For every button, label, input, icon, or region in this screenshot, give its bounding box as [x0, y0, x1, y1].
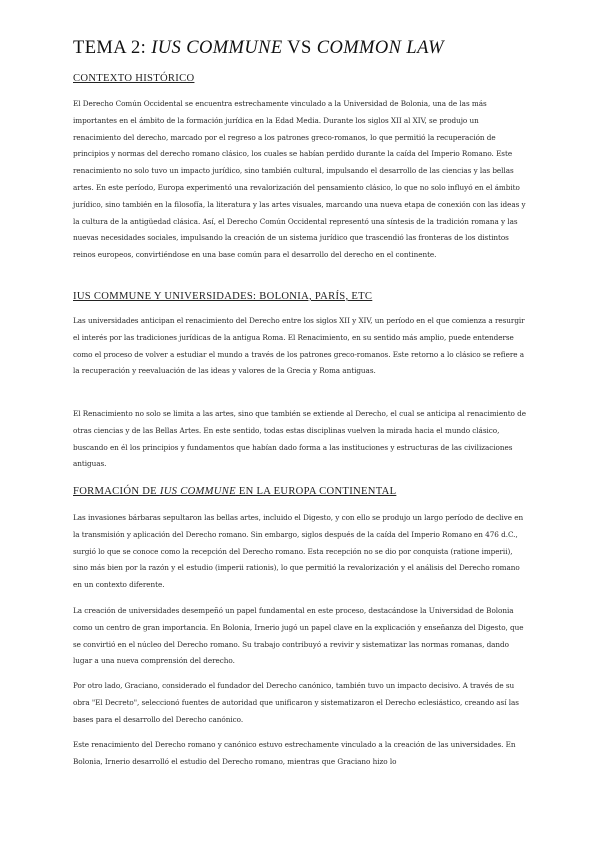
paragraph-contexto: El Derecho Común Occidental se encuentra estrechamente vinculado a la Universidad de Bolonia, una de las más importantes en el ámbito de la formación jurídica en la Edad Media. Durante los siglos XII al XIV, se produjo un renacimiento del derecho, marcado por el regreso a los patrones greco-romanos, lo que permitió la recuperación de principios y normas del derecho romano clásico, los cuales se habían perdido durante la caída del Imperio Romano. Este renacimiento no solo tuvo un impacto jurídico, sino también cultural, impulsando el desarrollo de las ciencias y las bellas artes. En este período, Europa experimentó una revalorización del pensamiento clásico, lo que no solo influyó en el ámbito jurídico, sino también en la filosofía, la literatura y las artes visuales, marcando una nueva etapa de conexión con las ideas y la cultura de la antigüedad clásica. Así, el Derecho Común Occidental representó una síntesis de la tradición romana y las nuevas necesidades sociales, impulsando la creación de un sistema jurídico que trascendió las fronteras de los distintos reinos europeos, convirtiéndose en una base común para el desarrollo del derecho en el continente.	[73, 99, 526, 260]
title-vs: VS	[282, 38, 317, 58]
section-heading-formacion-part1: FORMACIÓN DE	[73, 486, 160, 497]
page-title	[73, 38, 444, 59]
section-heading-universidades: IUS COMMUNE Y UNIVERSIDADES: BOLONIA, PARÍS, ETC	[73, 291, 373, 302]
paragraph-universidades-1: Las universidades anticipan el renacimiento del Derecho entre los siglos XII y XIV, un período en el que comienza a resurgir el interés por las tradiciones jurídicas de la antigua Roma. El Renacimiento, en su sentido más amplio, puede entenderse como el proceso de volver a estudiar el mundo a través de los patrones greco-romanos. Este retorno a lo clásico se refiere a la recuperación y reevaluación de las ideas y valores de la Grecia y Roma antiguas.	[73, 316, 525, 376]
paragraph-formacion-3: Por otro lado, Graciano, considerado el fundador del Derecho canónico, también tuvo un impacto decisivo. A través de su obra "El Decreto", seleccionó fuentes de autoridad que unificaron y sistematizaron el Derecho eclesiástico, creando así las bases para el desarrollo del Derecho canónico.	[73, 681, 519, 724]
title-ius-commune: IUS COMMUNE	[151, 38, 283, 58]
section-heading-formacion	[73, 486, 396, 497]
paragraph-formacion-2: La creación de universidades desempeñó un papel fundamental en este proceso, destacándose la Universidad de Bolonia como un centro de gran importancia. En Bolonia, Irnerio jugó un papel clave en la explicación y enseñanza del Digesto, que se convirtió en el núcleo del Derecho romano. Su trabajo contribuyó a revivir y sistematizar las normas romanas, dando lugar a una nueva comprensión del derecho.	[73, 606, 524, 666]
title-common-law: COMMON LAW	[316, 38, 444, 58]
paragraph-formacion-4: Este renacimiento del Derecho romano y canónico estuvo estrechamente vinculado a la creación de las universidades. En Bolonia, Irnerio desarrolló el estudio del Derecho romano, mientras que Graciano hizo lo	[73, 740, 516, 766]
section-heading-contexto: CONTEXTO HISTÓRICO	[73, 73, 195, 84]
paragraph-universidades-2: El Renacimiento no solo se limita a las artes, sino que también se extiende al Derecho, el cual se anticipa al renacimiento de otras ciencias y de las Bellas Artes. En este sentido, todas estas disciplinas vuelven la mirada hacia el mundo clásico, buscando en él los principios y fundamentos que habían dado forma a las instituciones y estructuras de las civilizaciones antiguas.	[73, 409, 526, 469]
section-heading-formacion-part3: EN LA EUROPA CONTINENTAL	[235, 486, 397, 497]
paragraph-formacion-1: Las invasiones bárbaras sepultaron las bellas artes, incluido el Digesto, y con ello se produjo un largo período de declive en la transmisión y aplicación del Derecho romano. Sin embargo, siglos después de la caída del Imperio Romano en 476 d.C., surgió lo que se conoce como la recepción del Derecho romano. Esta recepción no se dio por conquista (ratione imperii), sino más bien por la razón y el estudio (imperii rationis), lo que permitió la revalorización y el análisis del Derecho romano en un contexto diferente.	[73, 513, 524, 590]
title-prefix: TEMA 2:	[73, 38, 152, 58]
section-heading-formacion-ius: IUS COMMUNE	[159, 486, 236, 497]
